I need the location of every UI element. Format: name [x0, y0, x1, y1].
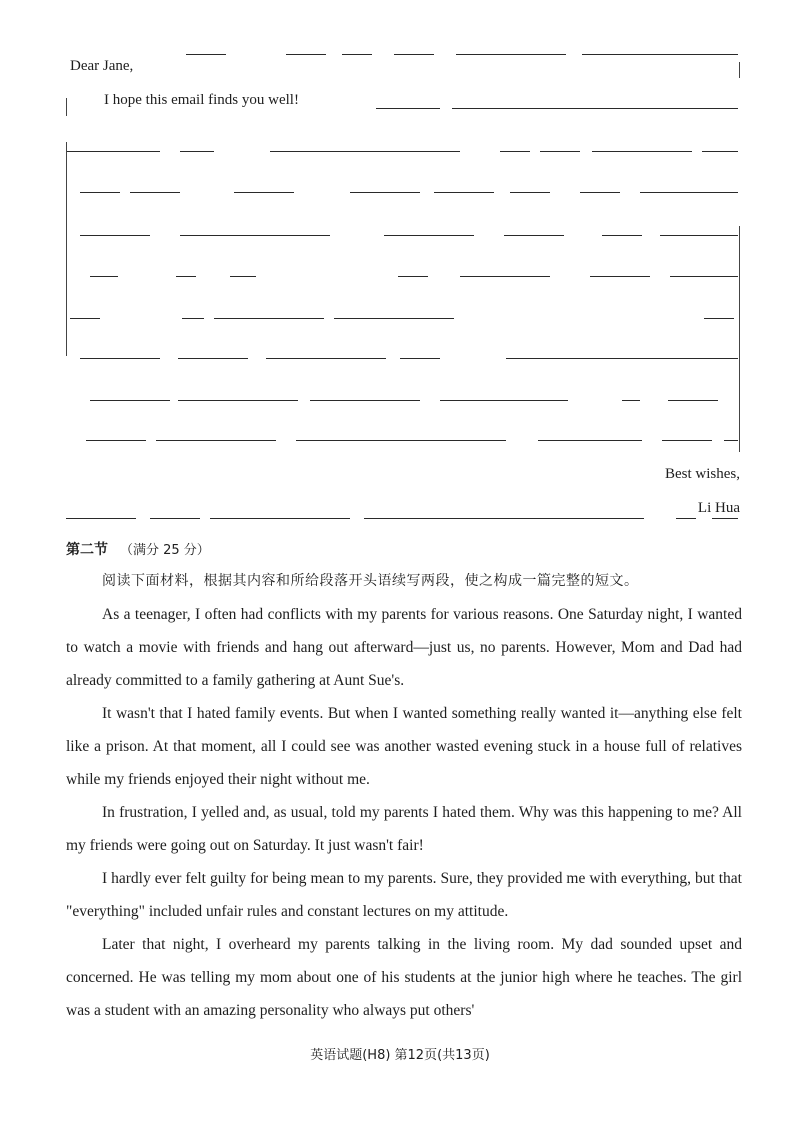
section-heading [66, 539, 210, 559]
passage-paragraph: It wasn't that I hated family events. But when I wanted something really wanted it—anything else felt like a prison. At that moment, all I could see was another wasted evening stuck in a house full of relatives while my friends enjoyed their night without me. [66, 705, 742, 788]
letter-closing: Best wishes, [665, 466, 740, 482]
passage-paragraph: I hardly ever felt guilty for being mean to my parents. Sure, they provided me with everything, but that "everything" included unfair rules and constant lectures on my attitude. [66, 870, 742, 920]
section-title: 第二节 [66, 542, 108, 558]
letter-opener: I hope this email finds you well! [104, 92, 299, 108]
reading-passage [66, 598, 742, 1027]
passage-paragraph: In frustration, I yelled and, as usual, told my parents I hated them. Why was this happening to me? All my friends were going out on Saturday. It just wasn't fair! [66, 804, 742, 854]
passage-paragraph: Later that night, I overheard my parents talking in the living room. My dad sounded upset and concerned. He was telling my mom about one of his students at the junior high where he teaches. The girl was a student with an amazing personality who always put others' [66, 936, 742, 1019]
section-score: （满分 25 分） [120, 543, 210, 558]
letter-signature: Li Hua [697, 500, 740, 516]
page-footer: 英语试题(H8) 第12页(共13页) [310, 1048, 490, 1063]
section-instruction: 阅读下面材料，根据其内容和所给段落开头语续写两段，使之构成一篇完整的短文。 [102, 573, 639, 589]
passage-paragraph: As a teenager, I often had conflicts with my parents for various reasons. One Saturday night, I wanted to watch a movie with friends and hang out afterward—just us, no parents. However, Mom and Dad had already committed to a family gathering at Aunt Sue's. [66, 606, 742, 689]
letter-salutation: Dear Jane, [70, 58, 134, 74]
